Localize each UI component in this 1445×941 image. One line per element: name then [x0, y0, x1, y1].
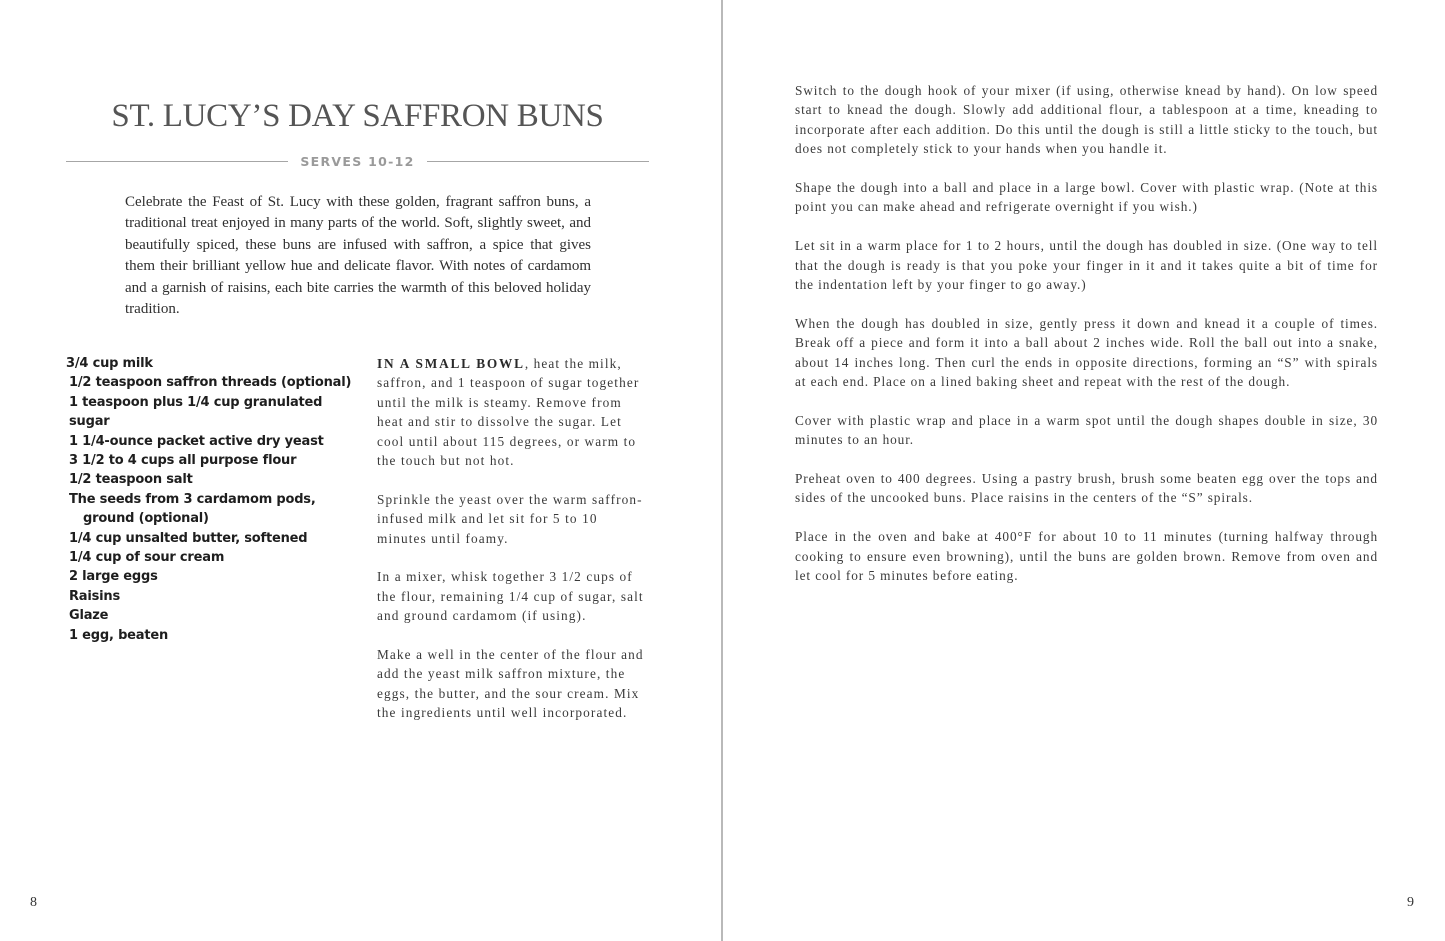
ingredient-item: 1/2 teaspoon saffron threads (optional)	[69, 375, 352, 391]
step-text: , heat the milk, saffron, and 1 teaspoon of sugar together until the milk is steamy. Remove from heat and stir to dissolve the sugar. Let cool until about 115 degrees, or warm to the touch but not hot.	[377, 356, 640, 469]
method-step: Make a well in the center of the flour and add the yeast milk saffron mixture, the eggs, the butter, and the sour cream. Mix the ingredients until well incorporated.	[377, 647, 644, 721]
ingredient-item: 1 1/4-ounce packet active dry yeast	[69, 433, 324, 449]
ingredient-item: Glaze	[69, 608, 109, 624]
ingredient-item: 1 egg, beaten	[69, 627, 169, 643]
ingredient-item: 1/4 cup unsalted butter, softened	[69, 530, 308, 546]
method-column-right	[795, 81, 1378, 605]
ingredient-item	[66, 490, 366, 529]
method-step: In a mixer, whisk together 3 1/2 cups of the flour, remaining 1/4 cup of sugar, salt and ground cardamom (if using).	[377, 569, 644, 624]
method-column-left	[377, 354, 649, 742]
serves-label: SERVES 10-12	[300, 153, 415, 169]
method-step	[377, 354, 649, 470]
method-step: Sprinkle the yeast over the warm saffron-infused milk and let sit for 5 to 10 minutes until foamy.	[377, 491, 643, 546]
method-step: Preheat oven to 400 degrees. Using a pastry brush, brush some beaten egg over the tops and sides of the uncooked buns. Place raisins in the centers of the “S” spirals.	[795, 471, 1378, 506]
method-step: Place in the oven and bake at 400°F for about 10 to 11 minutes (turning halfway through cooking to ensure even browning), until the buns are golden brown. Remove from oven and let cool for 5 minutes before eating.	[795, 529, 1378, 584]
divider-rule-right	[427, 161, 649, 162]
recipe-intro: Celebrate the Feast of St. Lucy with these golden, fragrant saffron buns, a traditional treat enjoyed in many parts of the world. Soft, slightly sweet, and beautifully spiced, these buns are infused with saffron, a spice that gives them their brilliant yellow hue and delicate flavor. With notes of cardamom and a garnish of raisins, each bite carries the warmth of this beloved holiday tradition.	[125, 194, 591, 318]
method-step: Shape the dough into a ball and place in a large bowl. Cover with plastic wrap. (Note at this point you can make ahead and refrigerate overnight if you wish.)	[795, 180, 1378, 215]
ingredient-text: The seeds from 3 cardamom pods,	[69, 491, 316, 507]
page-number-left: 8	[30, 895, 37, 910]
recipe-title: ST. LUCY’S DAY SAFFRON BUNS	[111, 98, 604, 134]
ingredient-item: 3/4 cup milk	[66, 356, 153, 371]
method-step: Switch to the dough hook of your mixer (if using, otherwise knead by hand). On low speed start to knead the dough. Slowly add additional flour, a tablespoon at a time, kneading to incorporate after each addition. Do this until the dough is still a little sticky to the touch, but does not completely stick to your hands when you handle it.	[795, 83, 1378, 157]
ingredient-item: 2 large eggs	[69, 569, 158, 585]
method-step: Cover with plastic wrap and place in a warm spot until the dough shapes double in size, 30 minutes to an hour.	[795, 412, 1378, 448]
ingredient-text-continued: ground (optional)	[83, 511, 209, 527]
left-page	[0, 0, 721, 941]
ingredient-item: 1 teaspoon plus 1/4 cup granulated sugar	[69, 394, 323, 430]
method-step: When the dough has doubled in size, gently press it down and knead it a couple of times. Break off a piece and form it into a ball about 2 inches wide. Roll the ball out into a snake, about 14 inches long. Then curl the ends in opposite directions, forming an “S” with spirals at each end. Place on a lined baking sheet and repeat with the rest of the dough.	[795, 315, 1378, 390]
ingredients-list	[66, 354, 366, 645]
ingredient-item: 1/4 cup of sour cream	[69, 550, 225, 566]
ingredient-item: 1/2 teaspoon salt	[69, 472, 193, 488]
divider-rule-left	[66, 161, 288, 162]
method-step: Let sit in a warm place for 1 to 2 hours, until the dough has doubled in size. (One way to tell that the dough is ready is that you poke your finger in it and it takes quite a bit of time for the indentation left by your finger to go away.)	[795, 238, 1378, 293]
step-lead-in: IN A SMALL BOWL	[377, 356, 525, 371]
ingredient-item: Raisins	[69, 588, 121, 604]
ingredient-item: 3 1/2 to 4 cups all purpose flour	[69, 453, 297, 469]
serves-divider	[66, 151, 649, 171]
page-number-right: 9	[1407, 895, 1414, 910]
